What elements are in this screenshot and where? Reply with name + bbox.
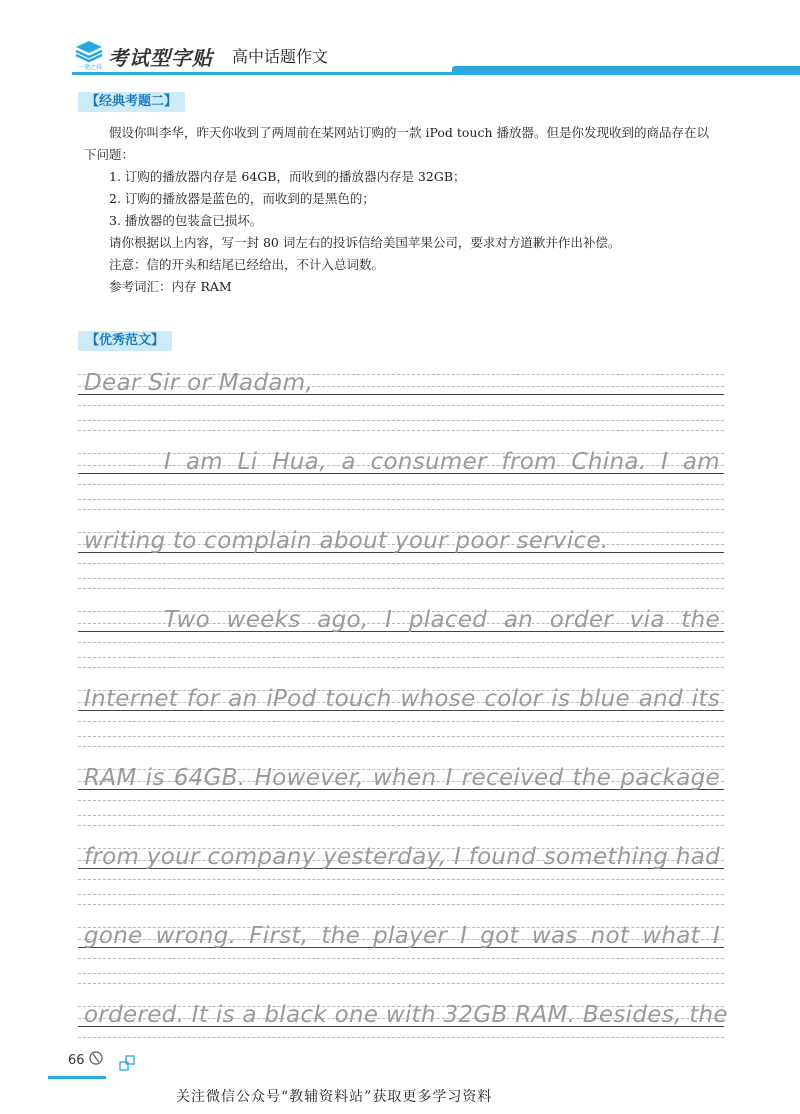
pen-nib-icon: [88, 1050, 104, 1066]
guide-rule: [78, 420, 724, 421]
essay-line: writing to complain about your poor service.: [84, 528, 609, 554]
guide-rule: [78, 904, 724, 905]
essay-line: Dear Sir or Madam,: [84, 370, 314, 396]
question-item: 2. 订购的播放器是蓝色的，而收到的是黑色的；: [109, 191, 375, 206]
question-tag: 【经典考题二】: [78, 92, 185, 112]
guide-rule: [78, 405, 724, 406]
guide-rule: [78, 800, 724, 801]
guide-rule: [78, 736, 724, 737]
guide-rule: [78, 825, 724, 826]
guide-rule: [78, 667, 724, 668]
guide-rule: [78, 657, 724, 658]
question-item: 1. 订购的播放器内存是 64GB，而收到的播放器内存是 32GB；: [109, 169, 466, 184]
essay-line: Internet for an iPod touch whose color is blue and its: [84, 686, 720, 712]
guide-rule: [78, 958, 724, 959]
guide-rule: [78, 509, 724, 510]
guide-rule: [78, 588, 724, 589]
essay-line: Two weeks ago, I placed an order via the: [164, 607, 720, 633]
guide-rule: [78, 746, 724, 747]
guide-rule: [78, 879, 724, 880]
essay-line: gone wrong. First, the player I got was not what I: [84, 923, 720, 949]
question-item: 3. 播放器的包装盒已损坏。: [109, 213, 263, 228]
guide-rule: [78, 578, 724, 579]
question-vocab: 参考词汇：内存 RAM: [109, 279, 232, 294]
essay-line: ordered. It is a black one with 32GB RAM. Besides, the: [84, 1002, 728, 1028]
brand-title: 考试型字贴: [108, 46, 213, 70]
guide-rule: [78, 815, 724, 816]
question-paragraph: 假设你叫李华，昨天你收到了两周前在某网站订购的一款 iPod touch 播放器。但是你发现收到的商品存在以下问题：: [84, 125, 710, 162]
guide-rule: [78, 983, 724, 984]
page-number-underline: [48, 1076, 106, 1079]
decorative-squares-icon: [118, 1054, 138, 1074]
essay-line: RAM is 64GB. However, when I received the package: [84, 765, 720, 791]
guide-rule: [78, 642, 724, 643]
question-note: 注意：信的开头和结尾已经给出，不计入总词数。: [109, 257, 385, 272]
guide-rule: [78, 973, 724, 974]
guide-rule: [78, 894, 724, 895]
guide-rule: [78, 499, 724, 500]
essay-line: from your company yesterday, I found something had: [84, 844, 720, 870]
guide-rule: [78, 563, 724, 564]
essay-line: I am Li Hua, a consumer from China. I am: [164, 449, 720, 475]
page-number: 66: [68, 1053, 85, 1068]
book-subject: 高中话题作文: [232, 47, 329, 66]
handwriting-area: [78, 0, 728, 1040]
logo-subtitle: 一笔之技: [78, 64, 103, 71]
footer-promo: 关注微信公众号“教辅资料站”获取更多学习资料: [176, 1089, 493, 1105]
guide-rule: [78, 484, 724, 485]
question-instruction: 请你根据以上内容，写一封 80 词左右的投诉信给美国苹果公司，要求对方道歉并作出补偿。: [109, 235, 621, 250]
sample-essay-tag: 【优秀范文】: [78, 331, 172, 351]
guide-rule: [78, 721, 724, 722]
guide-rule: [78, 430, 724, 431]
guide-rule: [78, 1037, 724, 1038]
